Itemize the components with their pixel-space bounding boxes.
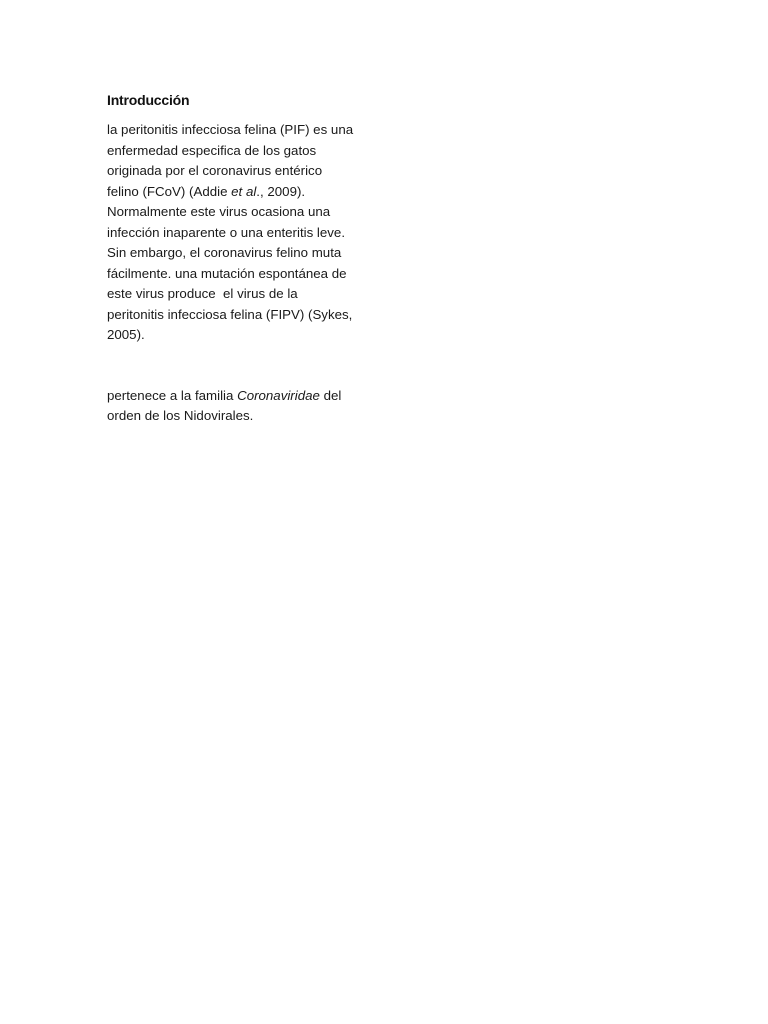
paragraph-line-family <box>107 386 369 407</box>
paragraph-line: la peritonitis infecciosa felina (PIF) es una <box>107 122 354 137</box>
paragraph-line: Normalmente este virus ocasiona una <box>107 204 331 219</box>
family-name-italic: Coronaviridae <box>237 387 320 403</box>
paragraph-line: este virus produce el virus de la <box>107 286 298 301</box>
citation-year: ., 2009). <box>256 183 306 199</box>
paragraph-line: originada por el coronavirus entérico <box>107 163 323 178</box>
introduction-paragraph <box>107 120 369 346</box>
paragraph-line: 2005). <box>107 327 145 342</box>
family-text: pertenece a la familia <box>107 387 238 403</box>
document-body <box>107 90 369 427</box>
paragraph-spacing <box>107 346 369 386</box>
paragraph-line: enfermedad especifica de los gatos <box>107 142 317 158</box>
section-heading: Introducción <box>107 92 190 108</box>
paragraph-line: infección inaparente o una enteritis leve. <box>107 224 346 240</box>
citation-text: felino (FCoV) (Addie <box>107 183 232 199</box>
paragraph-line: Sin embargo, el coronavirus felino muta <box>107 245 342 260</box>
paragraph-line: orden de los Nidovirales. <box>107 408 254 423</box>
paragraph-line: fácilmente. una mutación espontánea de <box>107 265 347 281</box>
family-text-end: del <box>319 387 342 403</box>
family-paragraph <box>107 386 369 427</box>
paragraph-line-citation <box>107 182 369 203</box>
paragraph-line: peritonitis infecciosa felina (FIPV) (Sykes, <box>107 306 353 322</box>
citation-italic: et al <box>231 183 257 199</box>
